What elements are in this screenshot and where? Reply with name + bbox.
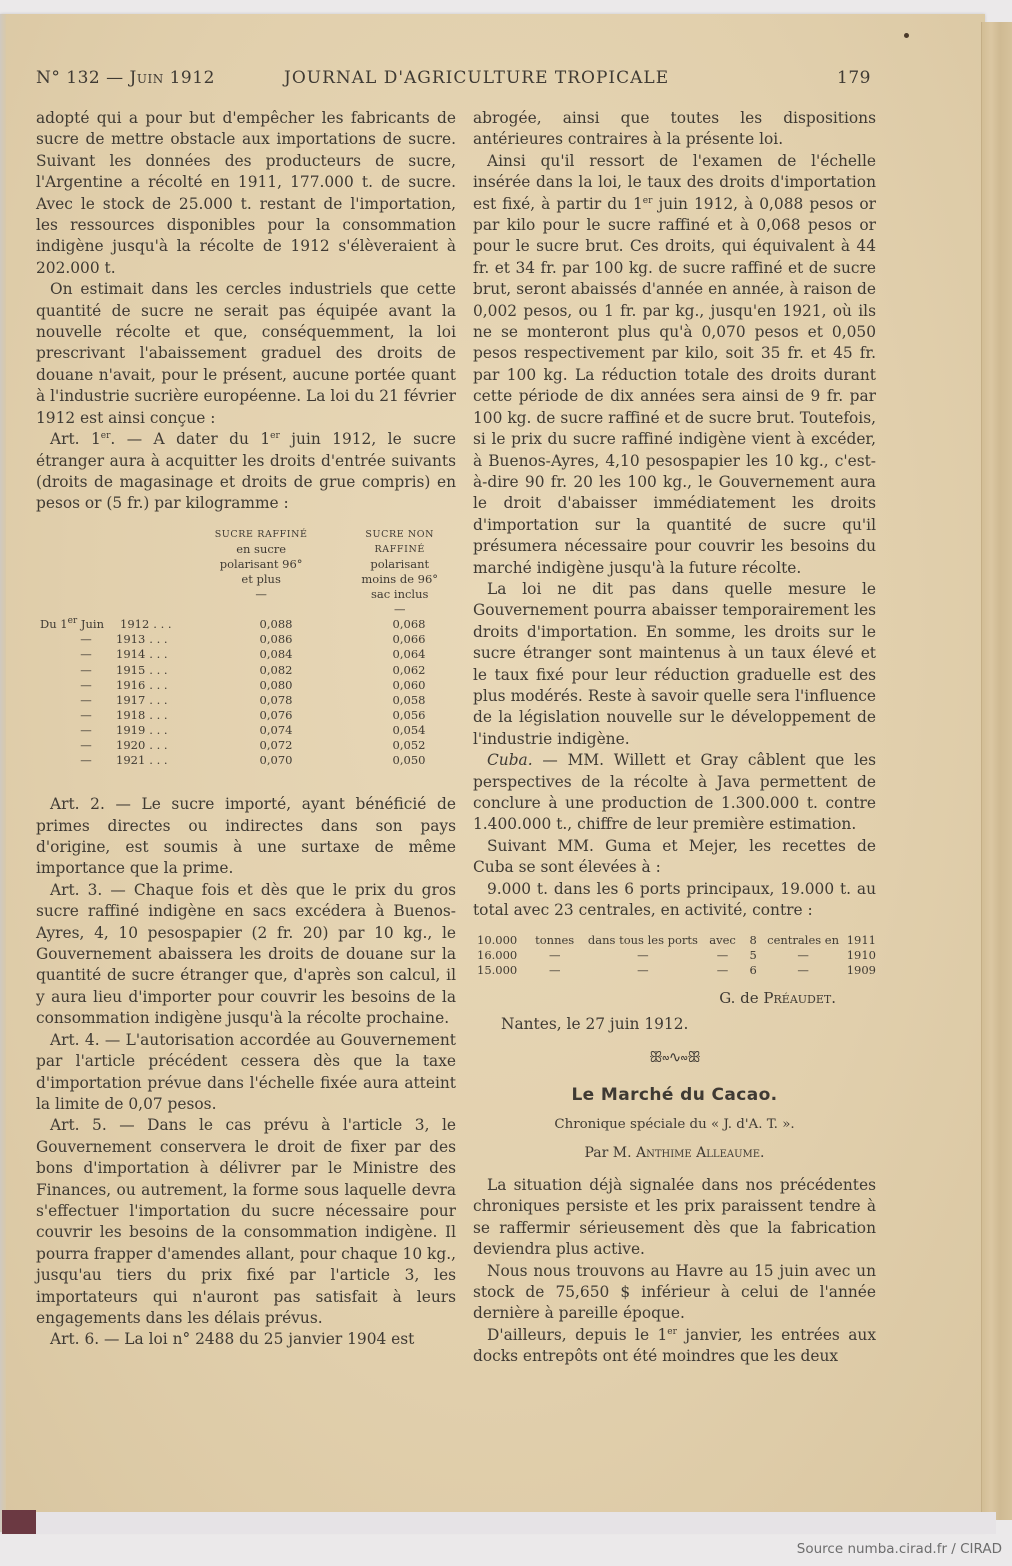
cell-c1: —	[548, 948, 561, 963]
cell-c3: avec	[709, 933, 736, 948]
refined-duty-cell: 0,072	[259, 738, 293, 753]
ditto-dash: —	[80, 738, 92, 753]
cell-year: 1910	[846, 948, 876, 963]
year-cell: 1918 . . .	[116, 707, 168, 722]
paragraph: 9.000 t. dans les 6 ports principaux, 19.000 t. au total avec 23 centrales, en activité, contre :	[473, 879, 876, 920]
paragraph: On estimait dans les cercles industriels que cette quantité de sucre ne serait pas équipée avant la nouvelle récolte et que, conséquemment, la loi prescrivant l'abaissement graduel des droits de douane n'avait, pour le présent, aucune portée quant à l'industrie sucrière européenne. La loi du 21 février 1912 est ainsi conçue :	[36, 280, 456, 427]
year-cell: 1921 . . .	[116, 753, 168, 768]
article-2: Art. 2. — Le sucre importé, ayant bénéficié de primes directes ou indirectes dans son pays d'origine, est soumis à une surtaxe de même importance que la prime.	[36, 795, 456, 878]
section-subtitle: Chronique spéciale du « J. d'A. T. ».	[554, 1117, 795, 1133]
refined-duty-cell: 0,084	[259, 647, 293, 662]
paragraph: Ainsi qu'il ressort de l'examen de l'échelle insérée dans la loi, le taux des droits d'importation est fixé, à partir du 1er juin 1912, à 0,088 pesos or par kilo pour le sucre raffiné et à 0,068 pesos or pour le sucre brut. Ces droits, qui équivalent à 44 fr. et 34 fr. par 100 kg. de sucre raffiné et de sucre brut, seront abaissés d'année en année, à raison de 0,002 pesos, ou 1 fr. par kg., jusqu'en 1921, où ils ne se monteront plus qu'à 0,070 pesos et 0,050 pesos respectivement par kilo, soit 35 fr. et 45 fr. par 100 kg. La réduction totale des droits durant cette période de dix années sera ainsi de 9 fr. par 100 kg. de sucre raffiné et de sucre brut. Toutefois, si le prix du sucre raffiné indigène vient à excéder, à Buenos-Ayres, 4,10 pesospapier les 10 kg., c'est-à-dire 90 fr. 20 les 100 kg., le Gouvernement aura le droit d'abaisser immédiatement les droits d'importation sur la quantité de sucre qu'il présumera nécessaire pour couvrir les besoins du marché indigène jusqu'à la future récolte.	[473, 151, 876, 577]
cell-qty: 16.000	[477, 948, 518, 963]
page-stack-edge	[981, 22, 1012, 1520]
refined-duty-cell: 0,070	[259, 753, 293, 768]
cell-qty: 15.000	[477, 963, 518, 978]
cell-c2: dans tous les ports	[587, 933, 698, 948]
journal-title: JOURNAL D'AGRICULTURE TROPICALE	[284, 68, 670, 88]
year-cell: 1920 . . .	[116, 738, 168, 753]
right-column	[473, 108, 876, 1368]
unrefined-duty-cell: 0,058	[392, 692, 426, 707]
ditto-dash: —	[80, 677, 92, 692]
column-header-unrefined: SUCRE NON RAFFINÉ polarisant moins de 96° sac inclus —	[361, 528, 439, 617]
ditto-dash: —	[80, 753, 92, 768]
table-body	[36, 617, 456, 768]
unrefined-duty-cell: 0,066	[392, 632, 426, 647]
duty-schedule-table	[36, 527, 456, 769]
cell-n: 6	[749, 963, 757, 978]
paragraph: Suivant MM. Guma et Mejer, les recettes de Cuba se sont élevées à :	[473, 836, 876, 877]
unrefined-duty-cell: 0,062	[392, 662, 426, 677]
table-row	[36, 753, 456, 768]
cell-n: 5	[749, 948, 757, 963]
cell-c4: —	[797, 948, 809, 963]
paragraph: Nous nous trouvons au Havre au 15 juin avec un stock de 75,650 $ inférieur à celui de l'année dernière à pareille époque.	[473, 1261, 876, 1323]
paragraph: adopté qui a pour but d'empêcher les fabricants de sucre de mettre obstacle aux importations de sucre. Suivant les données des producteurs de sucre, l'Argentine a récolté en 1911, 177.000 t. de sucre. Avec le stock de 25.000 t. restant de l'importation, les ressources disponibles pour la consommation indigène jusqu'à la récolte de 1912 s'élèveraient à 202.000 t.	[36, 109, 456, 277]
table-row	[36, 708, 456, 723]
table-row	[36, 632, 456, 647]
unrefined-duty-cell: 0,064	[392, 647, 426, 662]
place-date: Nantes, le 27 juin 1912.	[501, 1014, 689, 1033]
cell-c3: —	[716, 948, 729, 963]
page-number: 179	[837, 68, 871, 88]
unrefined-duty-cell: 0,054	[392, 722, 426, 737]
table-row	[36, 617, 456, 632]
cell-c2: —	[637, 963, 649, 978]
row-prefix: Du 1er Juin	[40, 616, 105, 632]
ditto-dash: —	[80, 632, 92, 647]
article-5: Art. 5. — Dans le cas prévu à l'article 3, le Gouvernement conservera le droit de fixer par des bons d'importation à délivrer par le Ministre des Finances, ou autrement, la forme sous laquelle devra s'effectuer l'importation du sucre nécessaire pour couvrir les besoins de la consommation indigène. Il pourra frapper d'amendes allant, pour chaque 10 kg., jusqu'au tiers du prix fixé par l'article 3, les importateurs qui n'auront pas satisfait à leurs engagements dans les délais prévus.	[36, 1116, 456, 1327]
table-row	[36, 723, 456, 738]
paragraph-cuba: Cuba. — MM. Willett et Gray câblent que les perspectives de la récolte à Java permettent de conclure à une production de 1.300.000 t. contre 1.400.000 t., chiffre de leur première estimation.	[473, 751, 876, 834]
unrefined-duty-cell: 0,050	[392, 753, 426, 768]
section-title: Le Marché du Cacao.	[571, 1084, 778, 1105]
table-row	[36, 663, 456, 678]
table-row	[477, 948, 876, 963]
cell-c2: —	[637, 948, 649, 963]
unrefined-duty-cell: 0,056	[392, 707, 426, 722]
cell-c1: —	[548, 963, 561, 978]
refined-duty-cell: 0,076	[259, 707, 293, 722]
refined-duty-cell: 0,082	[259, 662, 293, 677]
table-row	[36, 738, 456, 753]
table-row	[36, 693, 456, 708]
paragraph: D'ailleurs, depuis le 1er janvier, les entrées aux docks entrepôts ont été moindres que les deux	[473, 1325, 876, 1366]
table-row	[477, 963, 876, 978]
year-cell: 1913 . . .	[116, 632, 168, 647]
book-spine	[0, 14, 6, 1532]
unrefined-duty-cell: 0,068	[392, 617, 426, 632]
paragraph: La situation déjà signalée dans nos précédentes chroniques persiste et les prix paraissent tendre à se raffermir sérieusement dès que la fabrication deviendra plus active.	[473, 1175, 876, 1259]
paragraph: La loi ne dit pas dans quelle mesure le Gouvernement pourra abaisser temporairement les droits d'importation. En somme, les droits sur le sucre étranger sont maintenus à un taux élevé et le taux fixé pour leur réduction graduelle est des plus modérés. Reste à savoir quelle sera l'influence de la législation nouvelle sur le développement de l'industrie indigène.	[473, 579, 876, 748]
ditto-dash: —	[80, 707, 92, 722]
cell-qty: 10.000	[477, 933, 518, 948]
refined-duty-cell: 0,086	[259, 632, 293, 647]
article-6: Art. 6. — La loi n° 2488 du 25 janvier 1904 est	[50, 1330, 415, 1349]
cell-c4: —	[797, 963, 809, 978]
cuba-receipts-table	[477, 933, 876, 978]
ornament-divider-icon: ꕥ∾∿∾ꕥ	[648, 1048, 701, 1067]
unrefined-duty-cell: 0,052	[392, 738, 426, 753]
ditto-dash: —	[80, 662, 92, 677]
table-row	[36, 647, 456, 662]
year-cell: 1912 . . .	[120, 617, 172, 632]
ditto-dash: —	[80, 647, 92, 662]
unrefined-duty-cell: 0,060	[392, 677, 426, 692]
ditto-dash: —	[80, 722, 92, 737]
running-header	[36, 62, 886, 92]
table-row	[477, 933, 876, 948]
issue-label: N° 132 — Juin 1912	[36, 68, 215, 88]
article-3: Art. 3. — Chaque fois et dès que le prix du gros sucre raffiné indigène en sacs excédera à Buenos-Ayres, 4, 10 pesospapier (2 fr. 20) par 10 kg., le Gouvernement abaissera les droits de douane sur la quantité de sucre étranger que, d'après son calcul, il y aura lieu d'importer pour couvrir les besoins de la consommation indigène jusqu'à la récolte prochaine.	[36, 880, 456, 1028]
refined-duty-cell: 0,074	[259, 722, 293, 737]
source-credit: Source numba.cirad.fr / CIRAD	[796, 1541, 1002, 1557]
scan-bottom-margin	[36, 1512, 996, 1534]
year-cell: 1915 . . .	[116, 662, 168, 677]
article-4: Art. 4. — L'autorisation accordée au Gouvernement par l'article précédent cessera dès que la taxe d'importation prévue dans l'échelle fixée aura atteint la limite de 0,07 pesos.	[36, 1030, 456, 1113]
year-cell: 1914 . . .	[116, 647, 168, 662]
paper-speck	[904, 33, 909, 38]
refined-duty-cell: 0,078	[259, 692, 293, 707]
refined-duty-cell: 0,080	[259, 677, 293, 692]
section-author: Par M. Anthime Alleaume.	[584, 1145, 765, 1162]
left-column	[36, 108, 456, 1351]
ditto-dash: —	[80, 692, 92, 707]
signature: G. de Préaudet.	[719, 989, 836, 1008]
table-header	[36, 527, 456, 618]
article-1: Art. 1er. — A dater du 1er juin 1912, le sucre étranger aura à acquitter les droits d'entrée suivants (droits de magasinage et droits de grue compris) en pesos or (5 fr.) par kilogramme :	[36, 430, 456, 513]
binding-corner	[2, 1510, 36, 1534]
column-header-refined: SUCRE RAFFINÉ en sucre polarisant 96° et plus —	[214, 528, 308, 602]
refined-duty-cell: 0,088	[259, 617, 293, 632]
year-cell: 1919 . . .	[116, 722, 168, 737]
cell-c4: centrales en	[767, 933, 840, 948]
table-row	[36, 678, 456, 693]
year-cell: 1916 . . .	[116, 677, 168, 692]
cell-year: 1909	[846, 963, 876, 978]
year-cell: 1917 . . .	[116, 692, 168, 707]
cell-n: 8	[749, 933, 757, 948]
paragraph: abrogée, ainsi que toutes les dispositions antérieures contraires à la présente loi.	[473, 109, 876, 149]
cell-year: 1911	[846, 933, 876, 948]
cell-c1: tonnes	[535, 933, 575, 948]
cell-c3: —	[716, 963, 729, 978]
